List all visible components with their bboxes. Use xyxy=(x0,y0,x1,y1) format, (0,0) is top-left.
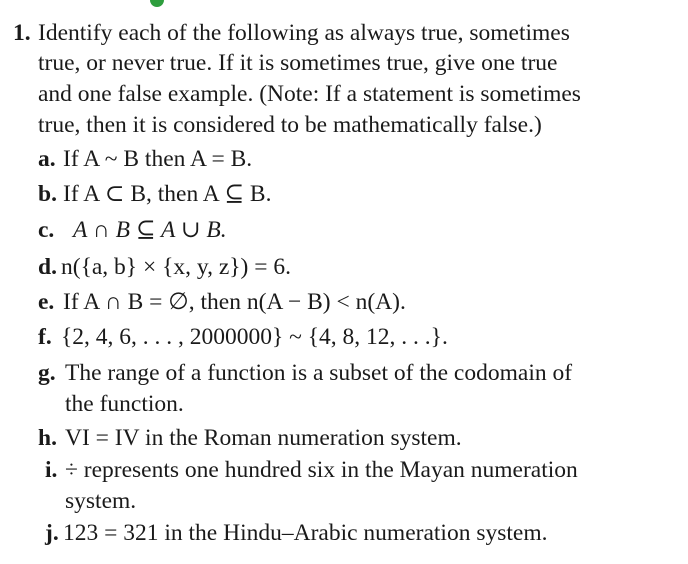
item-text-d: n({a, b} × {x, y, z}) = 6. xyxy=(61,254,291,280)
intro-line-1: Identify each of the following as always true, sometimes xyxy=(38,20,570,46)
green-dot-decoration xyxy=(150,0,164,7)
item-text-e: If A ∩ B = ∅, then n(A − B) < n(A). xyxy=(63,289,406,315)
item-label-j: j. xyxy=(45,520,59,546)
item-label-f: f. xyxy=(38,324,52,350)
item-label-i: i. xyxy=(45,457,58,483)
item-label-g: g. xyxy=(38,360,56,386)
item-text-j: 123 = 321 in the Hindu–Arabic numeration system. xyxy=(63,520,548,546)
item-text-b: If A ⊂ B, then A ⊆ B. xyxy=(63,181,272,207)
item-text-g-line-1: The range of a function is a subset of the codomain of xyxy=(65,360,573,386)
item-label-h: h. xyxy=(38,425,57,451)
item-text-a: If A ~ B then A = B. xyxy=(63,146,253,172)
intro-line-4: true, then it is considered to be mathematically false.) xyxy=(38,112,542,138)
item-text-h: VI = IV in the Roman numeration system. xyxy=(65,425,462,451)
item-label-d: d. xyxy=(38,254,57,280)
problem-number: 1. xyxy=(13,20,31,46)
item-text-c: A ∩ B ⊆ A ∪ B. xyxy=(73,217,227,243)
item-label-e: e. xyxy=(38,289,55,315)
item-label-c: c. xyxy=(38,217,55,243)
item-label-b: b. xyxy=(38,181,57,207)
intro-line-2: true, or never true. If it is sometimes true, give one true xyxy=(38,50,558,76)
item-label-a: a. xyxy=(38,146,56,172)
item-text-f: {2, 4, 6, . . . , 2000000} ~ {4, 8, 12, . . .}. xyxy=(61,324,448,350)
item-text-i-line-1: ÷ represents one hundred six in the Mayan numeration xyxy=(65,457,578,483)
item-text-i-line-2: system. xyxy=(65,488,137,514)
intro-line-3: and one false example. (Note: If a statement is sometimes xyxy=(38,81,581,107)
item-text-g-line-2: the function. xyxy=(65,391,184,417)
